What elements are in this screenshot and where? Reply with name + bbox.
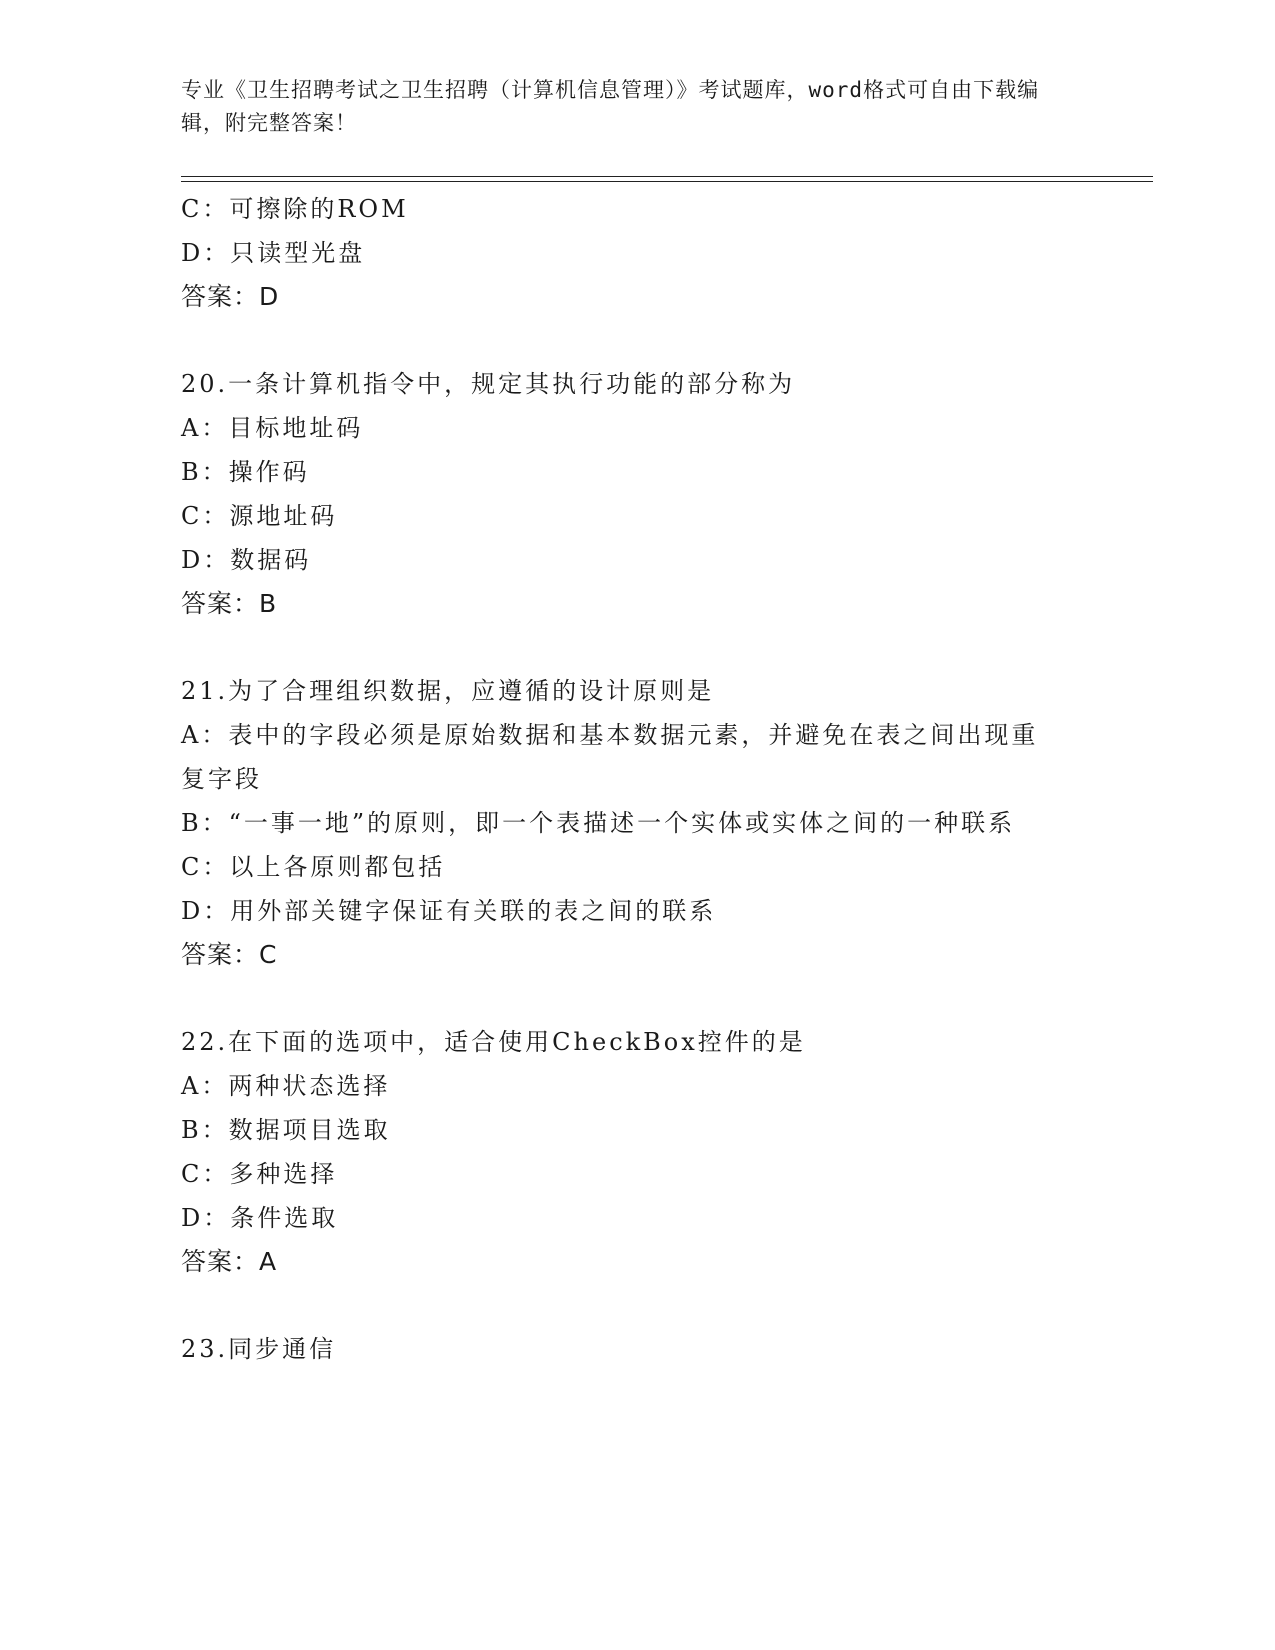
spacer (181, 977, 1061, 1020)
option-c: C：以上各原则都包括 (181, 853, 446, 881)
option-d: D：条件选取 (181, 1204, 339, 1232)
question-21 (181, 669, 1061, 977)
option-a: A：两种状态选择 (181, 1072, 391, 1100)
question-19-tail (181, 187, 1061, 319)
answer: 答案：A (181, 1247, 278, 1276)
option-b: B：操作码 (181, 458, 310, 486)
option-c: C：源地址码 (181, 502, 338, 530)
question-list (181, 187, 1061, 1371)
spacer (181, 1284, 1061, 1327)
option-d: D：只读型光盘 (181, 239, 366, 267)
option-d: D：数据码 (181, 546, 312, 574)
option-a: A：表中的字段必须是原始数据和基本数据元素，并避免在表之间出现重复字段 (181, 721, 1039, 793)
answer: 答案：D (181, 282, 280, 311)
option-c: C：可擦除的ROM (181, 195, 409, 223)
question-stem: 20.一条计算机指令中，规定其执行功能的部分称为 (181, 370, 796, 398)
header-rule-bottom (181, 181, 1153, 182)
answer: 答案：B (181, 589, 278, 618)
spacer (181, 319, 1061, 362)
header-rule-top (181, 176, 1153, 177)
question-stem: 21.为了合理组织数据，应遵循的设计原则是 (181, 677, 715, 705)
option-a: A：目标地址码 (181, 414, 364, 442)
spacer (181, 626, 1061, 669)
question-23 (181, 1327, 1061, 1371)
option-b: B：数据项目选取 (181, 1116, 391, 1144)
option-d: D：用外部关键字保证有关联的表之间的联系 (181, 897, 717, 925)
option-c: C：多种选择 (181, 1160, 338, 1188)
question-20 (181, 362, 1061, 626)
answer: 答案：C (181, 940, 278, 969)
page-header: 专业《卫生招聘考试之卫生招聘（计算机信息管理）》考试题库，word格式可自由下载编辑，附完整答案！ (181, 78, 1040, 135)
option-b: B：“一事一地”的原则，即一个表描述一个实体或实体之间的一种联系 (181, 809, 1016, 837)
question-22 (181, 1020, 1061, 1284)
question-stem: 23.同步通信 (181, 1335, 337, 1363)
question-stem: 22.在下面的选项中，适合使用CheckBox控件的是 (181, 1028, 806, 1056)
